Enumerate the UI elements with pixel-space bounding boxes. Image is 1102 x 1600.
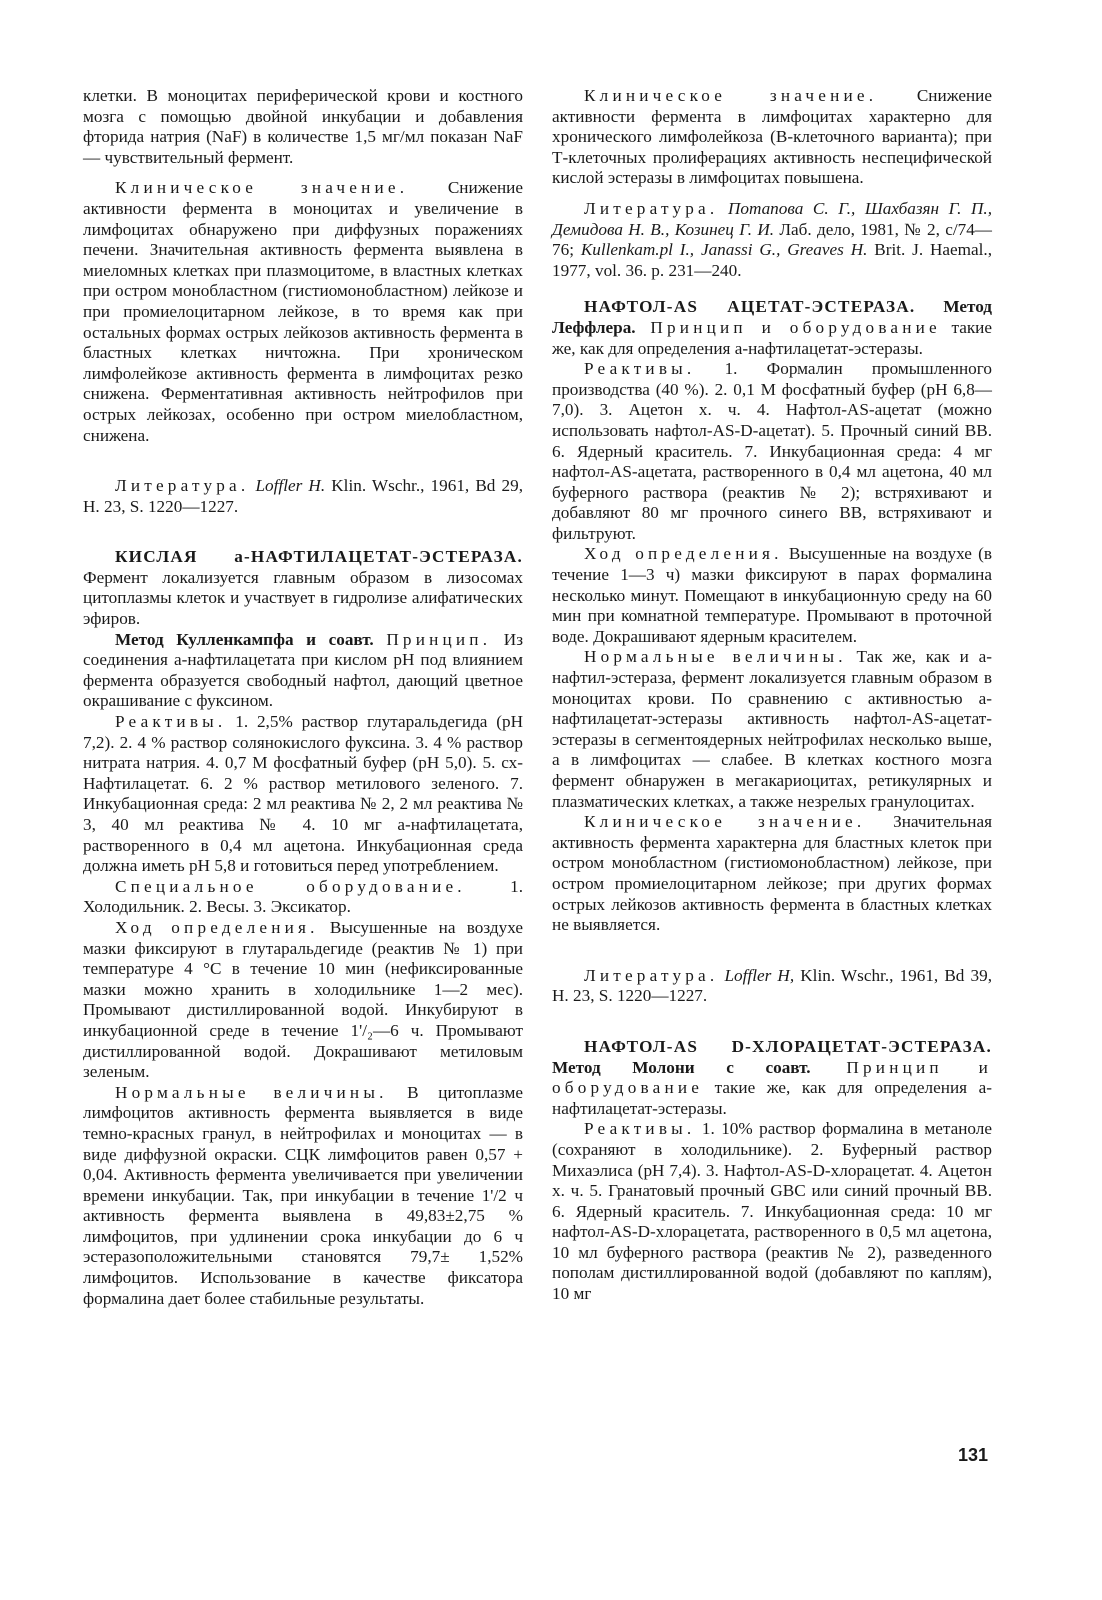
left-column [83, 86, 523, 1309]
section-title: НАФТОЛ-AS D-ХЛОРАЦЕТАТ-ЭСТЕРАЗА. [584, 1036, 992, 1056]
equipment-text: 1. Холодильник. 2. Весы. 3. Эксикатор. [83, 876, 524, 917]
section-title: НАФТОЛ-AS АЦЕТАТ-ЭСТЕРАЗА. [584, 297, 916, 317]
principle-label: Принцип и оборудование [552, 1057, 992, 1098]
literature-authors: Потапова С. Г., Шахбазян Г. П., Демидова Н. В., Козинец Г. И. [552, 198, 992, 239]
literature-text: Klin. Wschr., 1961, Bd 29, H. 23, S. 1220—1227. [83, 476, 524, 516]
page-number: 131 [958, 1445, 989, 1465]
section-acid-naphthylacetate-esterase [83, 547, 523, 629]
paragraph-normal-values-2 [552, 647, 992, 812]
paragraph-clinical-significance [83, 178, 523, 446]
normal-values-text: Так же, как и а-нафтил-эстераза, фермент локализуется главным образом в моноцитах крови. По сравнению с активностью а-нафтилацетат-эстеразы активность нафтол-AS-ацетат-эстеразы в сегментоядерных нейтрофилах несколько выше, а в лимфоцитах — слабее. В клетках костного мозга фермент обнаружен в мегакариоцитах, ретикулярных и плазматических клетках, а также незрелых гранулоцитах. [552, 647, 992, 811]
procedure-text: Высушенные на воздухе мазки фиксируют в глутаральдегиде (реактив № 1) при температуре 4 °С в течение 10 мин (нефиксированные мазки можно хранить в холодильнике 1—2 мес). Промывают дистиллированной водой. Инкубируют в инкубационной среде в течение 1'/₂—6 ч. Промывают дистиллированной водой. Докрашивают метиловым зеленым. [83, 917, 523, 1082]
literature-author: Loffler H. [255, 476, 326, 496]
method-label: Метод Кулленкампфа и соавт. [115, 629, 374, 649]
procedure-text: Высушенные на воздухе (в течение 1—3 ч) мазки фиксируют в парах формалина несколько минут. Помещают в инкубационную среду на 60 мин при комнатной температуре. Промывают в проточной воде. Докрашивают ядерным красителем. [552, 544, 992, 646]
paragraph-normal-values [83, 1083, 523, 1310]
paragraph-clinical-significance-3 [552, 812, 992, 936]
literature-text: Brit. J. Haemal., 1977, vol. 36. p. 231—240. [552, 240, 992, 280]
clinical-significance-text: Значительная активность фермента характерна для бластных клеток при остром монобластном (гистиомонобластном) лейкозе, при остром промиелоцитарном лейкозе; при других формах острых лейкозов активность фермента в бластных клетках не выявляется. [552, 812, 992, 935]
paragraph-method-principle [83, 630, 523, 712]
literature-label: Литература. [584, 965, 719, 985]
paragraph-reagents-2 [552, 359, 992, 544]
procedure-label: Ход определения. [115, 917, 319, 937]
principle-label: Принцип. [386, 629, 492, 649]
literature-text: Klin. Wschr., 1961, Bd 39, H. 23, S. 1220—1227. [552, 965, 993, 1006]
section-intro: Фермент локализуется главным образом в лизосомах цитоплазмы клеток и участвует в гидролизе алифатических эфиров. [83, 567, 523, 629]
paragraph-continuation: клетки. В моноцитах периферической крови и костного мозга с помощью двойной инкубации и добавления фторида натрия (NaF) в количестве 1,5 мг/мл показан NaF — чувствительный фермент. [83, 86, 523, 167]
method-label: Метод Леффлера. [552, 297, 992, 337]
reagents-text: 1. 10% раствор формалина в метаноле (сохраняют в холодильнике). 2. Буферный раствор Михаэлиса (pH 7,4). 3. Нафтол-AS-D-хлорацетат. 4. Ацетон х. ч. 5. Гранатовый прочный GBC или синий прочный ВВ. 6. Ядерный краситель. 7. Инкубационная среда: 10 мг нафтол-AS-D-хлорацетата, растворенного в 0,5 мл ацетона, 10 мл буферного раствора (реактив № 2), разведенного пополам дистиллированной водой (добавляют по каплям), 10 мг [552, 1119, 992, 1304]
principle-text: такие же, как для определения а-нафтилацетат-эстеразы. [552, 317, 992, 358]
clinical-significance-label: Клиническое значение. [115, 178, 409, 198]
reagents-label: Реактивы. [584, 359, 696, 379]
paragraph-equipment [83, 877, 523, 918]
clinical-significance-label: Клиническое значение. [584, 86, 878, 105]
method-label: Метод Молони с соавт. [552, 1057, 811, 1077]
reagents-label: Реактивы. [584, 1119, 696, 1139]
section-title: КИСЛАЯ а-НАФТИЛАЦЕТАТ-ЭСТЕРАЗА. [115, 547, 523, 567]
normal-values-label: Нормальные величины. [584, 647, 847, 667]
paragraph-reagents [83, 712, 523, 877]
reagents-label: Реактивы. [115, 712, 227, 732]
literature-label: Литература. [584, 198, 719, 218]
paragraph-procedure [83, 918, 523, 1083]
literature-reference-3 [552, 966, 992, 1007]
principle-text: такие же, как для определения а-нафтилацетат-эстеразы. [552, 1078, 992, 1118]
literature-label: Литература. [115, 476, 250, 496]
reagents-text: 1. Формалин промышленного производства (40 %). 2. 0,1 М фосфатный буфер (pH 6,8—7,0). 3. Ацетон х. ч. 4. Нафтол-AS-ацетат (можно использовать нафтол-AS-D-ацетат). 5. Прочный синий ВВ. 6. Ядерный краситель. 7. Инкубационная среда: 4 мг нафтол-AS-ацетата, растворенного в 0,4 мл ацетона, 40 мл буферного раствора (реактив № 2); встряхивают и добавляют 80 мг прочного синего ВВ, встряхивают и фильтруют. [552, 359, 992, 543]
literature-authors: Kullenkam.pl I., Janassi G., Greaves H. [580, 240, 868, 260]
principle-label: Принцип и оборудование [635, 317, 941, 337]
literature-author: Loffler H, [724, 965, 795, 985]
literature-reference-2 [552, 199, 992, 281]
section-naphthol-as-d-chloroacetate-esterase [552, 1037, 992, 1119]
clinical-significance-label: Клиническое значение. [584, 812, 866, 832]
equipment-label: Специальное оборудование. [115, 876, 466, 896]
reagents-text: 1. 2,5% раствор глутаральдегида (pH 7,2). 2. 4 % раствор солянокислого фуксина. 3. 4 % раствор нитрата натрия. 4. 0,7 М фосфатный буфер (pH 5,0). 5. сх-Нафтилацетат. 6. 2 % раствор метилового зеленого. 7. Инкубационная среда: 2 мл реактива № 2, 2 мл реактива № 3, 40 мл реактива № 4. 10 мг а-нафтилацетата, растворенного в 0,4 мл ацетона. Инкубационная среда должна иметь pH 5,8 и готовиться перед употреблением. [83, 712, 523, 876]
right-column [552, 86, 992, 1305]
paragraph-reagents-3 [552, 1119, 992, 1304]
principle-text: Из соединения а-нафтилацетата при кислом pH под влиянием фермента образуется свободный нафтол, дающий цветное окрашивание с фуксином. [83, 629, 523, 711]
literature-reference [83, 476, 523, 517]
clinical-significance-text: Снижение активности фермента в лимфоцитах характерно для хронического лимфолейкоза (В-клеточного варианта); при Т-клеточных пролиферациях активность неспецифической кислой эстеразы в лимфоцитах повышена. [552, 86, 992, 188]
normal-values-text: В цитоплазме лимфоцитов активность фермента выявляется в виде темно-красных гранул, в нейтрофилах и моноцитах — в виде диффузной окраски. СЦК лимфоцитов равен 0,57 + 0,04. Активность фермента увеличивается при увеличении времени инкубации. Так, при инкубации в течение 1'/2 ч активность фермента выявлена в 49,83±2,75 % лимфоцитов, при удлинении срока инкубации до 6 ч эстеразоположительными становятся 79,7± 1,52% лимфоцитов. Использование в качестве фиксатора формалина дает более стабильные результаты. [83, 1082, 523, 1308]
procedure-label: Ход определения. [584, 544, 783, 564]
normal-values-label: Нормальные величины. [115, 1082, 388, 1102]
paragraph-clinical-significance-2 [552, 86, 992, 189]
paragraph-procedure-2 [552, 544, 992, 647]
literature-text: Лаб. дело, 1981, № 2, с/74—76; [552, 219, 992, 260]
section-naphthol-as-acetate-esterase [552, 297, 992, 359]
clinical-significance-text: Снижение активности фермента в моноцитах и увеличение в лимфоцитах обнаружено при диффузных поражениях печени. Значительная активность фермента выявлена в миеломных клетках при плазмоцитоме, в властных клетках при остром монобластном (гистиомонобластном) лейкозе и при промиелоцитарном лейкозе, в то время как при остальных формах острых лейкозов активность фермента в бластных клетках ничтожна. При хроническом лимфолейкозе активность фермента в лимфоцитах резко снижена. Ферментативная активность нейтрофилов при острых лейкозах, особенно при остром миелобластном, снижена. [83, 178, 523, 445]
